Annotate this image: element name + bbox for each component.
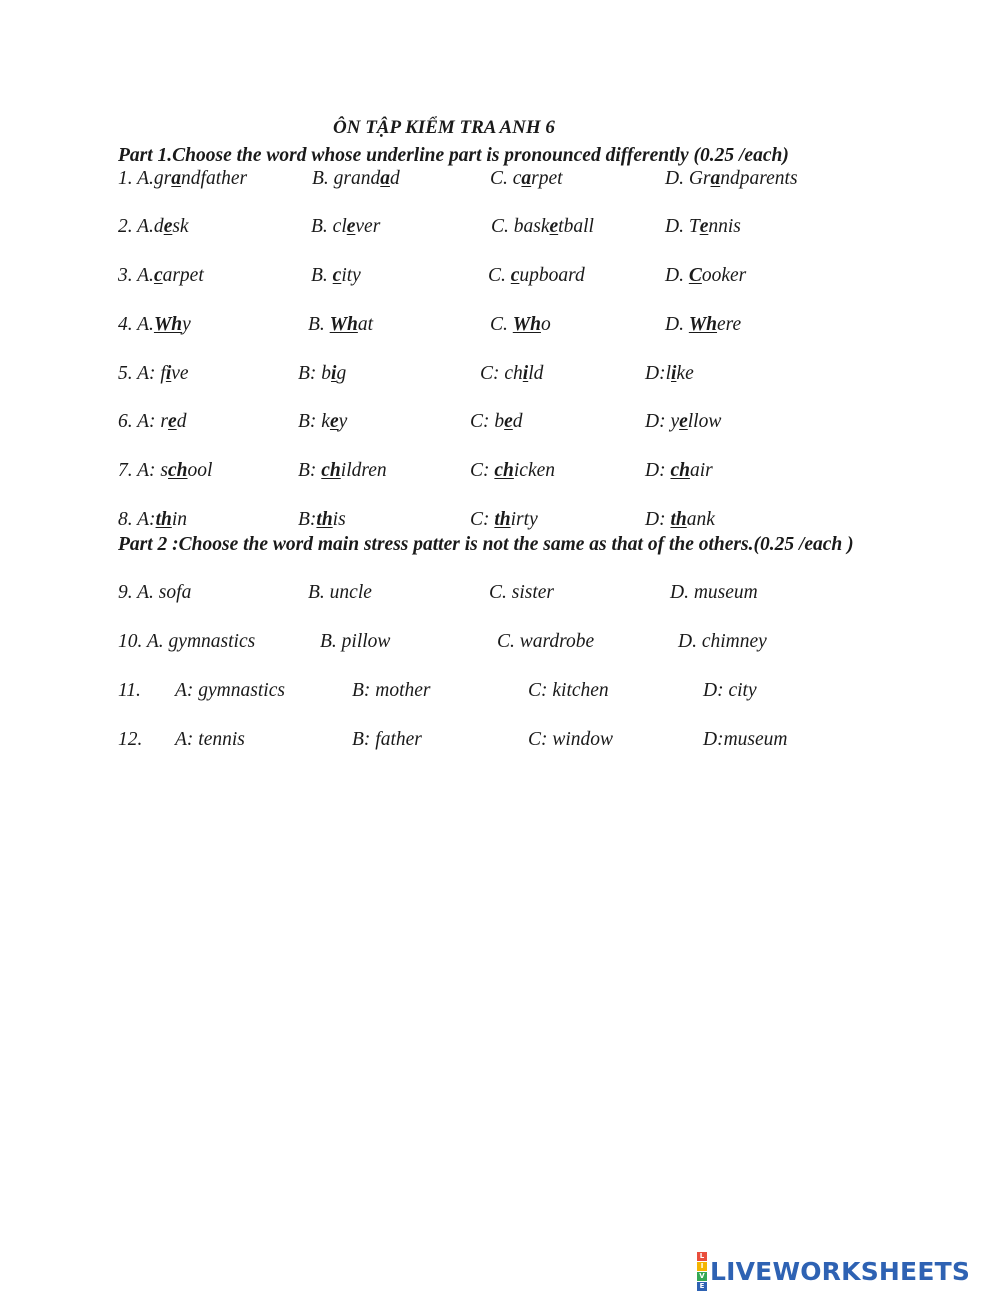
option-text: C. [488,265,511,286]
option-text-rest: icken [513,460,556,481]
option-text: D. T [665,216,700,237]
option-text: C: [470,460,495,481]
underlined-sound: Wh [329,314,358,335]
option-text: B: b [298,363,332,384]
underlined-sound: e [329,411,339,432]
option-text: 1. A.gr [118,168,172,189]
part1-q7-option [645,459,713,483]
option-text-rest: is [332,509,346,530]
part1-q1-option [665,167,798,191]
underlined-sound: e [679,411,688,432]
option-text: 11. [118,680,141,701]
logo-mark-letter: L [697,1252,707,1261]
option-text-rest: nnis [708,216,741,237]
option-text: B: k [298,411,330,432]
logo-text: LIVEWORKSHEETS [710,1256,971,1286]
part2-q1-option [308,581,372,605]
option-text: C. c [490,168,522,189]
option-text-rest: d [512,411,523,432]
option-text: D:l [645,363,671,384]
option-text: 7. A: s [118,460,169,481]
underlined-sound: c [332,265,342,286]
part2-q4-option [528,728,613,752]
underlined-sound: i [331,363,337,384]
option-text: 10. A. gymnastics [118,631,256,652]
underlined-sound: e [163,216,173,237]
option-text: D. museum [670,582,758,603]
underlined-sound: e [168,411,177,432]
option-text: 2. A.d [118,216,164,237]
page-title: ÔN TẬP KIỂM TRA ANH 6 [333,117,555,138]
part2-q4-option [118,728,142,752]
part1-q4-option [308,313,373,337]
part2-q2-option [320,630,390,654]
part2-q4-option [703,728,787,752]
option-text: A: tennis [175,729,245,750]
underlined-sound: th [155,509,172,530]
underlined-sound: e [549,216,559,237]
part1-q3-option [488,264,585,288]
option-text-rest: irty [510,509,538,530]
option-text-rest: d [176,411,187,432]
option-text-rest: rpet [531,168,563,189]
part2-q2-option [497,630,594,654]
option-text: 3. A. [118,265,154,286]
option-text-rest: upboard [519,265,585,286]
option-text: D. [665,265,689,286]
option-text: B. [311,265,333,286]
option-text: C. sister [489,582,555,603]
underlined-sound: e [504,411,513,432]
option-text: B: [298,460,322,481]
option-text-rest: ke [676,363,694,384]
part1-q7-option [470,459,555,483]
underlined-sound: C [688,265,702,286]
underlined-sound: i [165,363,172,384]
part1-q3-option [311,264,361,288]
underlined-sound: a [171,168,182,189]
part1-q8-option [470,508,538,532]
option-text-rest: air [689,460,713,481]
part1-q4-option [490,313,551,337]
part1-q3-option [665,264,746,288]
part1-heading: Part 1.Choose the word whose underline part is pronounced differently (0.25 /each) [118,145,789,166]
option-text-rest: g [336,363,347,384]
option-text-rest: ooker [701,265,747,286]
option-text: C. wardrobe [497,631,595,652]
part1-q1-option [312,167,400,191]
part1-q5-option [298,362,346,386]
part2-q3-option [352,679,431,703]
option-text: D: y [645,411,680,432]
option-text-rest: ildren [340,460,387,481]
option-text-rest: sk [172,216,189,237]
option-text-rest: ank [686,509,715,530]
option-text: C: kitchen [528,680,609,701]
option-text-rest: y [338,411,348,432]
part1-q8-option [298,508,346,532]
part2-q4-option [352,728,422,752]
option-text: 8. A: [118,509,156,530]
option-text: C: [470,509,495,530]
logo-mark-letter: I [697,1262,707,1271]
option-text: B. cl [311,216,347,237]
option-text-rest: ere [717,314,742,335]
underlined-sound: ch [321,460,341,481]
part1-q7-option [118,459,212,483]
part2-q3-option [175,679,285,703]
liveworksheets-logo [697,1251,971,1290]
part2-q2-option [678,630,767,654]
option-text: C. bask [491,216,550,237]
option-text: B: mother [352,680,431,701]
option-text: B. pillow [320,631,391,652]
option-text: A: gymnastics [175,680,285,701]
part2-heading: Part 2 :Choose the word main stress patter is not the same as that of the others.(0.25 /each ) [118,534,854,555]
option-text: D. chimney [678,631,767,652]
part2-q4-option [175,728,245,752]
underlined-sound: a [710,168,721,189]
option-text: D:museum [703,729,788,750]
part1-q5-option [645,362,694,386]
part2-q3-option [118,679,141,703]
part1-q2-option [665,215,741,239]
part2-q3-option [528,679,609,703]
option-text-rest: d [390,168,400,189]
part2-q3-option [703,679,757,703]
option-text-rest: llow [687,411,722,432]
part1-q7-option [298,459,387,483]
underlined-sound: e [699,216,709,237]
part1-q4-option [665,313,741,337]
underlined-sound: Wh [688,314,718,335]
underlined-sound: a [380,168,390,189]
option-text-rest: ity [341,265,361,286]
part1-q6-option [298,410,347,434]
option-text: D. [665,314,689,335]
part2-q1-option [670,581,758,605]
logo-mark-letter: V [697,1272,707,1281]
option-text: C: window [528,729,614,750]
option-text: B. grand [312,168,381,189]
option-text: 5. A: f [118,363,166,384]
option-text: C: ch [480,363,523,384]
underlined-sound: th [494,509,511,530]
option-text-rest: ver [355,216,381,237]
underlined-sound: a [521,168,532,189]
option-text: D. Gr [665,168,711,189]
part2-q1-option [118,581,191,605]
underlined-sound: c [510,265,520,286]
option-text: B: [298,509,317,530]
underlined-sound: ch [670,460,690,481]
option-text-rest: at [357,314,374,335]
underlined-sound: th [316,509,333,530]
option-text: 6. A: r [118,411,169,432]
part1-q6-option [645,410,721,434]
part1-q2-option [491,215,594,239]
part1-q1-option [118,167,247,191]
option-text: 9. A. sofa [118,582,192,603]
option-text: B. uncle [308,582,372,603]
underlined-sound: c [153,265,163,286]
option-text: B: father [352,729,422,750]
underlined-sound: e [346,216,356,237]
underlined-sound: ch [168,460,188,481]
option-text-rest: o [540,314,551,335]
part1-q8-option [118,508,187,532]
liveworksheets-logo-icon [697,1251,707,1291]
option-text: D: [645,460,671,481]
part1-q1-option [490,167,563,191]
logo-mark-letter: E [697,1282,707,1291]
part2-q1-option [489,581,554,605]
option-text-rest: tball [558,216,594,237]
part1-q2-option [311,215,380,239]
option-text: D: [645,509,671,530]
underlined-sound: i [671,363,677,384]
part1-q4-option [118,313,191,337]
option-text: 4. A. [118,314,154,335]
option-text-rest: ld [528,363,544,384]
part1-q8-option [645,508,715,532]
option-text: C: b [470,411,505,432]
option-text-rest: ndfather [181,168,248,189]
option-text-rest: ool [187,460,213,481]
part1-q5-option [118,362,189,386]
underlined-sound: i [522,363,529,384]
option-text-rest: in [171,509,187,530]
part2-q2-option [118,630,255,654]
underlined-sound: th [670,509,687,530]
part1-q3-option [118,264,204,288]
underlined-sound: Wh [512,314,541,335]
underlined-sound: ch [494,460,514,481]
part1-q2-option [118,215,189,239]
part1-q6-option [118,410,186,434]
option-text: B. [308,314,330,335]
option-text-rest: ndparents [720,168,798,189]
option-text-rest: y [182,314,191,335]
option-text: D: city [703,680,757,701]
option-text-rest: arpet [162,265,204,286]
option-text: 12. [118,729,143,750]
option-text: C. [490,314,513,335]
part1-q6-option [470,410,523,434]
underlined-sound: Wh [153,314,183,335]
option-text-rest: ve [171,363,189,384]
part1-q5-option [480,362,543,386]
